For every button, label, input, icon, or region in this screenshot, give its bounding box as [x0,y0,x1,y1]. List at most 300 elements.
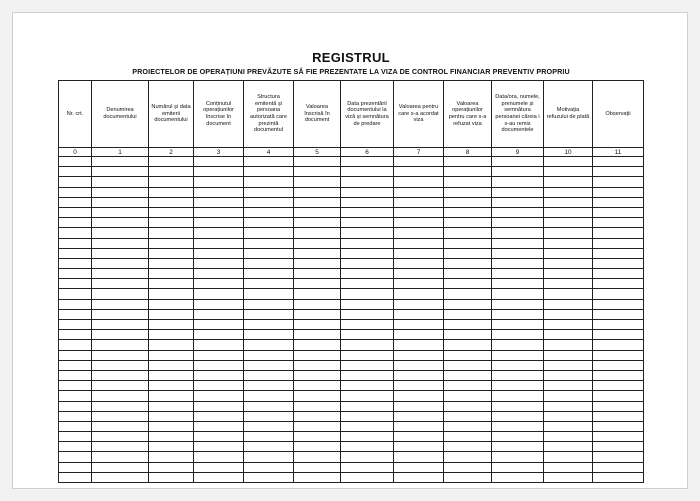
table-cell [544,167,593,177]
table-cell [394,157,444,167]
table-cell [341,442,394,452]
table-cell [92,401,149,411]
table-cell [59,452,92,462]
table-cell [92,360,149,370]
table-cell [149,177,194,187]
table-cell [194,279,244,289]
col-header-continut: Conținutul operațiunilor înscrise în document [194,81,244,148]
table-cell [294,197,341,207]
table-cell [59,421,92,431]
table-cell [341,167,394,177]
table-cell [593,340,644,350]
table-cell [194,421,244,431]
table-cell [294,157,341,167]
table-cell [294,248,341,258]
table-cell [244,360,294,370]
table-cell [544,187,593,197]
table-cell [544,472,593,482]
table-cell [394,279,444,289]
table-cell [593,381,644,391]
table-cell [194,248,244,258]
table-cell [544,411,593,421]
table-cell [492,370,544,380]
table-cell [444,207,492,217]
table-cell [92,340,149,350]
table-cell [92,472,149,482]
table-cell [194,401,244,411]
table-cell [444,218,492,228]
table-cell [492,258,544,268]
table-row [59,289,644,299]
table-cell [492,442,544,452]
col-header-denumire: Denumirea documentului [92,81,149,148]
table-cell [444,157,492,167]
table-cell [492,452,544,462]
table-cell [492,320,544,330]
table-row [59,442,644,452]
table-cell [149,258,194,268]
table-cell [294,309,341,319]
table-cell [244,391,294,401]
table-cell [294,472,341,482]
table-cell [544,299,593,309]
table-cell [593,207,644,217]
table-cell [244,452,294,462]
col-number: 2 [149,148,194,157]
table-cell [59,228,92,238]
table-cell [492,462,544,472]
table-row [59,320,644,330]
table-cell [194,340,244,350]
table-cell [294,187,341,197]
table-cell [194,442,244,452]
table-cell [544,228,593,238]
table-cell [294,258,341,268]
col-number: 0 [59,148,92,157]
table-cell [492,167,544,177]
table-cell [492,187,544,197]
table-cell [492,340,544,350]
table-cell [244,228,294,238]
table-cell [194,197,244,207]
table-cell [544,309,593,319]
table-cell [544,360,593,370]
col-number: 11 [593,148,644,157]
table-cell [244,207,294,217]
table-cell [92,279,149,289]
col-header-nr: Nr. crt. [59,81,92,148]
table-cell [341,360,394,370]
table-cell [444,289,492,299]
table-cell [544,462,593,472]
table-cell [544,340,593,350]
table-cell [444,462,492,472]
table-cell [444,228,492,238]
table-cell [544,197,593,207]
table-cell [194,187,244,197]
table-cell [194,320,244,330]
table-cell [341,197,394,207]
table-cell [544,401,593,411]
col-number: 5 [294,148,341,157]
table-cell [294,432,341,442]
table-cell [492,289,544,299]
page-title: REGISTRUL [312,50,390,65]
table-row [59,452,644,462]
table-cell [244,299,294,309]
table-cell [394,432,444,442]
table-cell [341,421,394,431]
table-cell [149,248,194,258]
table-cell [492,238,544,248]
table-cell [492,401,544,411]
table-cell [341,462,394,472]
table-cell [444,167,492,177]
table-cell [593,452,644,462]
table-cell [194,289,244,299]
table-cell [294,177,341,187]
table-cell [394,238,444,248]
table-cell [294,320,341,330]
table-cell [394,350,444,360]
table-cell [244,289,294,299]
table-cell [59,258,92,268]
table-cell [544,248,593,258]
table-row [59,299,644,309]
table-cell [492,360,544,370]
table-cell [294,360,341,370]
table-cell [149,391,194,401]
table-cell [149,381,194,391]
table-cell [544,442,593,452]
table-cell [544,279,593,289]
col-header-data-ora-remitere: Data/ora, numele, prenumele și semnătura persoanei căreia i s-au remis documentele [492,81,544,148]
table-cell [341,330,394,340]
table-cell [149,472,194,482]
table-cell [294,381,341,391]
table-cell [244,238,294,248]
table-cell [294,330,341,340]
table-cell [341,299,394,309]
table-cell [593,218,644,228]
table-cell [544,370,593,380]
table-cell [544,421,593,431]
table-cell [149,330,194,340]
table-cell [444,350,492,360]
table-cell [59,340,92,350]
table-cell [593,279,644,289]
table-cell [92,238,149,248]
table-cell [149,370,194,380]
table-cell [444,309,492,319]
table-cell [492,330,544,340]
table-cell [194,381,244,391]
table-cell [294,401,341,411]
table-row [59,411,644,421]
table-cell [394,462,444,472]
table-cell [394,197,444,207]
table-cell [92,320,149,330]
table-cell [194,167,244,177]
table-cell [294,442,341,452]
table-cell [294,167,341,177]
table-cell [59,442,92,452]
table-cell [149,187,194,197]
table-cell [341,238,394,248]
table-row [59,238,644,248]
page-subtitle: PROIECTELOR DE OPERAȚIUNI PREVĂZUTE SĂ FIE PREZENTATE LA VIZA DE CONTROL FINANCIAR PREVENTIV PROPRIU [132,67,570,76]
table-cell [244,411,294,421]
table-cell [544,238,593,248]
table-cell [341,350,394,360]
table-cell [544,157,593,167]
table-cell [341,391,394,401]
table-cell [92,218,149,228]
table-cell [59,238,92,248]
table-cell [59,197,92,207]
table-cell [593,411,644,421]
table-cell [593,330,644,340]
table-cell [149,462,194,472]
table-cell [341,401,394,411]
table-cell [244,320,294,330]
table-row [59,207,644,217]
table-cell [244,462,294,472]
table-cell [194,177,244,187]
table-cell [59,177,92,187]
table-cell [294,299,341,309]
table-row [59,401,644,411]
table-cell [394,289,444,299]
table-cell [59,167,92,177]
table-row [59,187,644,197]
table-cell [149,309,194,319]
table-cell [593,177,644,187]
table-cell [92,167,149,177]
table-cell [444,421,492,431]
table-row [59,350,644,360]
table-cell [244,187,294,197]
table-cell [593,442,644,452]
header-row [59,81,644,148]
table-cell [341,472,394,482]
table-cell [194,330,244,340]
table-row [59,432,644,442]
table-cell [92,330,149,340]
table-cell [394,340,444,350]
table-cell [59,299,92,309]
table-cell [92,248,149,258]
table-cell [444,320,492,330]
table-cell [194,309,244,319]
table-cell [92,289,149,299]
table-cell [394,218,444,228]
table-cell [294,462,341,472]
table-cell [444,401,492,411]
table-cell [244,370,294,380]
table-cell [394,309,444,319]
table-cell [341,248,394,258]
table-cell [593,472,644,482]
table-cell [341,228,394,238]
table-cell [341,381,394,391]
table-row [59,381,644,391]
table-cell [244,432,294,442]
table-cell [341,218,394,228]
table-row [59,309,644,319]
table-cell [492,309,544,319]
table-cell [492,299,544,309]
col-number: 6 [341,148,394,157]
table-cell [492,157,544,167]
table-cell [149,360,194,370]
table-cell [59,309,92,319]
table-cell [194,238,244,248]
table-cell [593,269,644,279]
table-cell [59,462,92,472]
table-cell [92,197,149,207]
col-number: 7 [394,148,444,157]
table-cell [59,360,92,370]
table-cell [149,442,194,452]
table-cell [92,442,149,452]
table-cell [544,289,593,299]
table-cell [492,207,544,217]
table-cell [59,157,92,167]
table-cell [341,370,394,380]
table-cell [92,391,149,401]
col-number: 1 [92,148,149,157]
table-cell [92,269,149,279]
table-cell [244,218,294,228]
table-cell [593,228,644,238]
table-row [59,462,644,472]
table-cell [593,299,644,309]
table-cell [492,177,544,187]
table-cell [394,207,444,217]
table-cell [244,330,294,340]
table-cell [149,238,194,248]
table-cell [341,187,394,197]
table-cell [444,432,492,442]
table-cell [59,207,92,217]
table-cell [294,269,341,279]
register-sheet [12,12,688,489]
table-cell [244,401,294,411]
table-cell [194,462,244,472]
table-cell [394,411,444,421]
table-cell [59,401,92,411]
table-cell [294,391,341,401]
table-cell [593,350,644,360]
table-cell [492,472,544,482]
table-cell [593,421,644,431]
table-cell [92,350,149,360]
table-cell [492,411,544,421]
table-cell [59,187,92,197]
col-header-observatii: Observații [593,81,644,148]
col-number: 3 [194,148,244,157]
table-row [59,228,644,238]
table-cell [194,299,244,309]
table-cell [149,299,194,309]
table-cell [294,289,341,299]
table-cell [444,248,492,258]
table-cell [394,167,444,177]
table-cell [92,370,149,380]
col-number: 4 [244,148,294,157]
table-cell [593,391,644,401]
table-cell [593,167,644,177]
table-cell [444,187,492,197]
table-cell [444,411,492,421]
table-cell [92,157,149,167]
table-cell [294,340,341,350]
col-number: 9 [492,148,544,157]
table-cell [244,248,294,258]
table-cell [294,279,341,289]
table-row [59,370,644,380]
table-cell [593,360,644,370]
table-cell [59,370,92,380]
table-cell [149,218,194,228]
table-cell [194,432,244,442]
table-cell [593,432,644,442]
table-cell [294,452,341,462]
table-cell [59,248,92,258]
table-cell [149,350,194,360]
table-cell [444,381,492,391]
table-cell [92,432,149,442]
table-cell [244,340,294,350]
table-row [59,167,644,177]
table-cell [149,320,194,330]
table-cell [194,360,244,370]
table-cell [544,218,593,228]
table-cell [149,197,194,207]
table-cell [593,309,644,319]
table-cell [59,350,92,360]
table-cell [593,289,644,299]
table-cell [444,177,492,187]
table-cell [341,340,394,350]
table-cell [544,432,593,442]
table-cell [341,269,394,279]
table-cell [294,350,341,360]
table-cell [92,411,149,421]
table-row [59,157,644,167]
table-cell [544,207,593,217]
table-cell [444,238,492,248]
table-cell [194,391,244,401]
table-cell [492,432,544,442]
table-cell [244,421,294,431]
table-row [59,248,644,258]
table-cell [593,187,644,197]
table-cell [544,269,593,279]
table-cell [444,269,492,279]
table-cell [59,472,92,482]
table-cell [244,381,294,391]
table-cell [194,207,244,217]
table-cell [92,299,149,309]
table-cell [149,401,194,411]
table-cell [244,177,294,187]
col-header-valoare-inscrisa: Valoarea înscrisă în document [294,81,341,148]
table-cell [244,258,294,268]
table-cell [92,309,149,319]
table-cell [294,218,341,228]
